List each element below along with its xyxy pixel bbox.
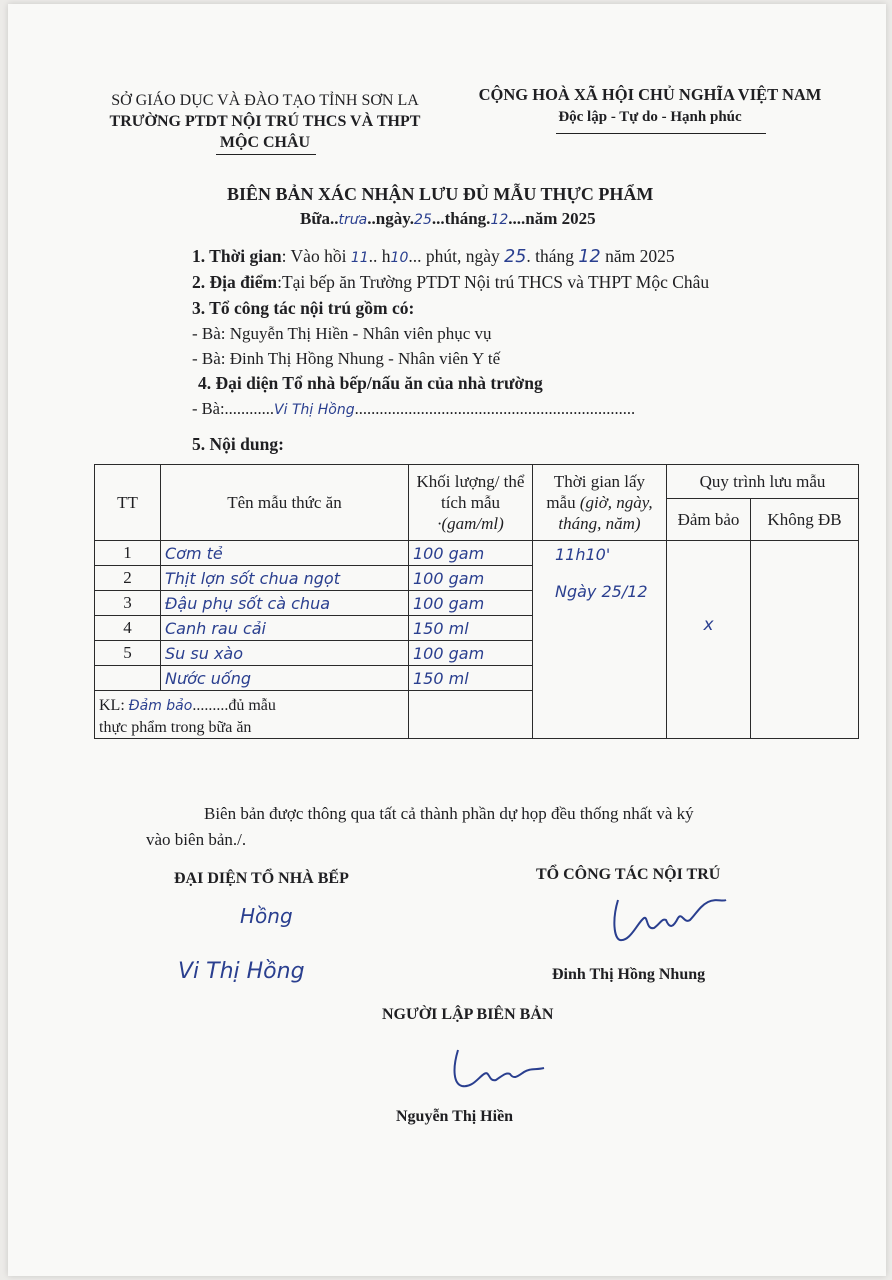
weight-header-line1: Khối lượng/ thể [416,472,525,491]
time-header-line3: tháng, năm) [558,514,641,533]
weight-header-line2: tích mẫu [440,493,500,512]
row-food-name: Canh rau cải [161,616,409,641]
section-time-label: 1. Thời gian [192,246,282,266]
section-location-text: :Tại bếp ăn Trường PTDT Nội trú THCS và THPT Mộc Châu [277,272,710,292]
header-right-underline [556,133,766,134]
kitchen-rep-dots: ............ [224,399,275,418]
conclusion-weight-cell [409,691,533,739]
time-header-line2-italic: (giờ, ngày, [579,493,653,512]
conclusion-line2: thực phẩm trong bữa ăn [99,719,252,736]
document-subtitle [300,209,596,229]
time-header-line1: Thời gian lấy [553,472,646,491]
writer-name: Nguyễn Thị Hiền [396,1108,514,1125]
header-not-ok: Không ĐB [751,499,859,541]
time-month: 12 [578,247,601,267]
header-food-name: Tên mẫu thức ăn [161,465,409,541]
time-cell [533,541,667,739]
time-minute: 10 [390,250,409,266]
not-ok-cell [751,541,859,739]
header-time [533,465,667,541]
minute-label: ... phút, ngày [408,246,500,266]
conclusion-prefix: KL: [99,697,125,714]
sample-time: 11h10' [555,545,611,564]
row-food-name: Nước uống [161,666,409,691]
team-member-1: - Bà: Nguyễn Thị Hiền - Nhân viên phục vụ [192,324,492,343]
meal-prefix: Bữa.. [300,209,339,228]
time-header-line2: mẫu [546,493,576,512]
header-ok: Đảm bảo [667,499,751,541]
header-weight [409,465,533,541]
motto: Độc lập - Tự do - Hạnh phúc [558,109,742,125]
section-content-label: 5. Nội dung: [192,434,284,454]
header-process: Quy trình lưu mẫu [667,465,859,499]
row-weight: 100 gam [409,566,533,591]
row-tt: 3 [95,591,161,616]
team-member-2: - Bà: Đinh Thị Hồng Nhung - Nhân viên Y tế [192,349,501,368]
kitchen-rep-dots-after: .................................................................... [354,399,636,418]
section-time [192,246,675,267]
row-tt: 4 [95,616,161,641]
month-value: 12 [490,212,509,228]
sample-date: Ngày 25/12 [555,582,648,601]
time-hour: 11 [350,250,369,266]
ok-cell [667,541,751,739]
school-location: MỘC CHÂU [219,134,311,151]
row-tt: 1 [95,541,161,566]
conclusion-suffix: .........đủ mẫu [192,697,276,714]
closing-text-line2: vào biên bản./. [146,830,247,849]
row-food-name: Su su xào [161,641,409,666]
time-day: 25 [504,247,527,267]
food-sample-table [94,464,859,739]
row-tt [95,666,161,691]
closing-text-line1: Biên bản được thông qua tất cả thành phần dự họp đều thống nhất và ký [204,804,694,823]
year-label: ....năm 2025 [508,209,596,228]
kitchen-rep-prefix: - Bà: [192,399,225,418]
conclusion-value: Đảm bảo [128,698,193,714]
boarding-signer-name: Đinh Thị Hồng Nhung [552,966,706,983]
ok-mark: x [703,615,714,635]
section-location [192,272,709,293]
row-weight: 150 ml [409,666,533,691]
boarding-signature [604,890,734,950]
row-food-name: Thịt lợn sốt chua ngọt [161,566,409,591]
header-left [100,90,430,153]
writer-sign-title: NGƯỜI LẬP BIÊN BẢN [382,1006,554,1023]
table-row [95,541,859,566]
kitchen-representative [192,399,635,419]
writer-signature [444,1044,554,1094]
section-location-label: 2. Địa điểm [192,272,278,292]
header-tt: TT [95,465,161,541]
meal-value: trưa [338,212,368,228]
boarding-sign-title: TỔ CÔNG TÁC NỘI TRÚ [536,866,721,883]
weight-header-line3: ·(gam/ml) [437,514,504,533]
hour-label: .. h [368,246,391,266]
time-prefix: : Vào hồi [281,246,347,266]
conclusion-cell [95,691,409,739]
document-title: BIÊN BẢN XÁC NHẬN LƯU ĐỦ MẪU THỰC PHẨM [227,184,654,204]
row-weight: 150 ml [409,616,533,641]
header-right [470,84,830,128]
month-label: ...tháng. [431,209,491,228]
row-weight: 100 gam [409,641,533,666]
kitchen-signature-1: Hồng [240,904,293,928]
row-weight: 100 gam [409,591,533,616]
row-weight: 100 gam [409,541,533,566]
time-year-label: năm 2025 [605,246,675,266]
time-month-label: . tháng [526,246,575,266]
kitchen-sign-title: ĐẠI DIỆN TỔ NHÀ BẾP [174,870,349,887]
row-food-name: Đậu phụ sốt cà chua [161,591,409,616]
school-name: TRƯỜNG PTDT NỘI TRÚ THCS VÀ THPT [109,113,421,130]
section-kitchen-label: 4. Đại diện Tổ nhà bếp/nấu ăn của nhà trường [198,373,543,393]
row-food-name: Cơm tẻ [161,541,409,566]
document-page [8,4,886,1276]
kitchen-signature-2: Vi Thị Hồng [178,959,305,984]
row-tt: 2 [95,566,161,591]
header-left-underline [216,154,316,155]
section-team-label: 3. Tổ công tác nội trú gồm có: [192,298,415,318]
day-label: ..ngày. [367,209,415,228]
kitchen-rep-name: Vi Thị Hồng [274,402,355,418]
row-tt: 5 [95,641,161,666]
day-value: 25 [414,212,432,228]
department-name: SỞ GIÁO DỤC VÀ ĐÀO TẠO TỈNH SƠN LA [111,92,419,109]
country-name: CỘNG HOÀ XÃ HỘI CHỦ NGHĨA VIỆT NAM [478,85,822,104]
